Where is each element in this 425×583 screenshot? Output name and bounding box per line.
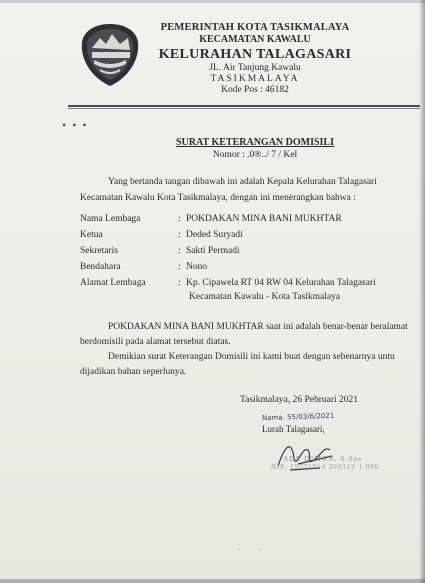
signatory-role: Lurah Talagasari,	[262, 424, 325, 434]
field-colon: :	[178, 230, 181, 240]
field-label: Sekretaris	[80, 246, 118, 256]
field-row-chairman	[80, 228, 243, 242]
intro-line-2: Kecamatan Kawalu Kota Tasikmalaya, dengan ini menerangkan bahwa :	[80, 193, 356, 203]
closing-line-1: Demikian surat Keterangan Domisili ini kami buat dengan sebenarnya untu	[108, 352, 395, 362]
scan-specks-bottom: · ·	[238, 545, 270, 554]
field-row-secretary	[80, 244, 240, 258]
letterhead-government: PEMERINTAH KOTA TASIKMALAYA	[160, 22, 350, 33]
field-value: Kp. Cipawela RT 04 RW 04 Kelurahan Talagasari	[186, 278, 376, 288]
letterhead-rule	[68, 105, 420, 107]
city-emblem-icon	[80, 22, 140, 88]
intro-line-1: Yang bertanda tangan dibawah ini adalah Kepala Kelurahan Talagasari	[108, 177, 377, 187]
field-label: Ketua	[80, 230, 103, 240]
field-row-organization	[80, 212, 342, 226]
letterhead-rule-thin	[68, 108, 420, 109]
closing-line-2: dijadikan bahan seperlunya.	[80, 367, 187, 377]
field-label: Alamat Lembaga	[80, 278, 146, 288]
field-colon: :	[178, 278, 181, 288]
field-value: Sakti Permadi	[186, 246, 240, 256]
letterhead-district: KECAMATAN KAWALU	[199, 34, 311, 45]
letterhead-city: TASIKMALAYA	[210, 74, 300, 84]
field-label: Nama Lembaga	[80, 214, 141, 224]
document-number: Nomor : .0®../ 7 / Kel	[212, 150, 298, 160]
field-value: POKDAKAN MINA BANI MUKHTAR	[186, 214, 342, 224]
field-colon: :	[178, 214, 181, 224]
letterhead-village: KELURAHAN TALAGASARI	[158, 47, 352, 62]
field-label: Bendahara	[80, 262, 121, 272]
handwritten-note: Nama. 55/03/6/2021	[261, 411, 335, 423]
letterhead-postcode: Kode Pos : 46182	[221, 85, 289, 95]
place-and-date: Tasikmalaya, 26 Pebruari 2021	[240, 395, 359, 405]
scan-edge-top	[0, 0, 425, 3]
letterhead-address: JL. Air Tanjung Kawalu	[209, 63, 301, 73]
field-colon: :	[178, 246, 181, 256]
letterhead	[150, 22, 360, 96]
field-colon: :	[178, 262, 181, 272]
stamp-nip: NIP. 19771014 200312 1 006	[271, 463, 380, 471]
scan-edge-bottom	[0, 579, 425, 583]
body-line-1: POKDAKAN MINA BANI MUKHTAR saat ini adalah benar-benar beralamat	[108, 322, 408, 332]
field-value: Nono	[186, 262, 208, 272]
body-line-2: berdomisili pada alamat tersebut diatas.	[80, 337, 231, 347]
scan-edge-right	[419, 0, 425, 583]
field-row-address	[80, 276, 376, 290]
field-value-address-line-2: Kecamatan Kawalu - Kota Tasikmalaya	[189, 292, 341, 302]
field-row-treasurer	[80, 260, 207, 274]
scan-specks: •••	[62, 118, 93, 132]
stamp-name: ADE DIMAN, S.Sos	[283, 454, 363, 463]
document-title: SURAT KETERANGAN DOMISILI	[176, 137, 334, 148]
field-value: Deded Suryadi	[186, 230, 243, 240]
